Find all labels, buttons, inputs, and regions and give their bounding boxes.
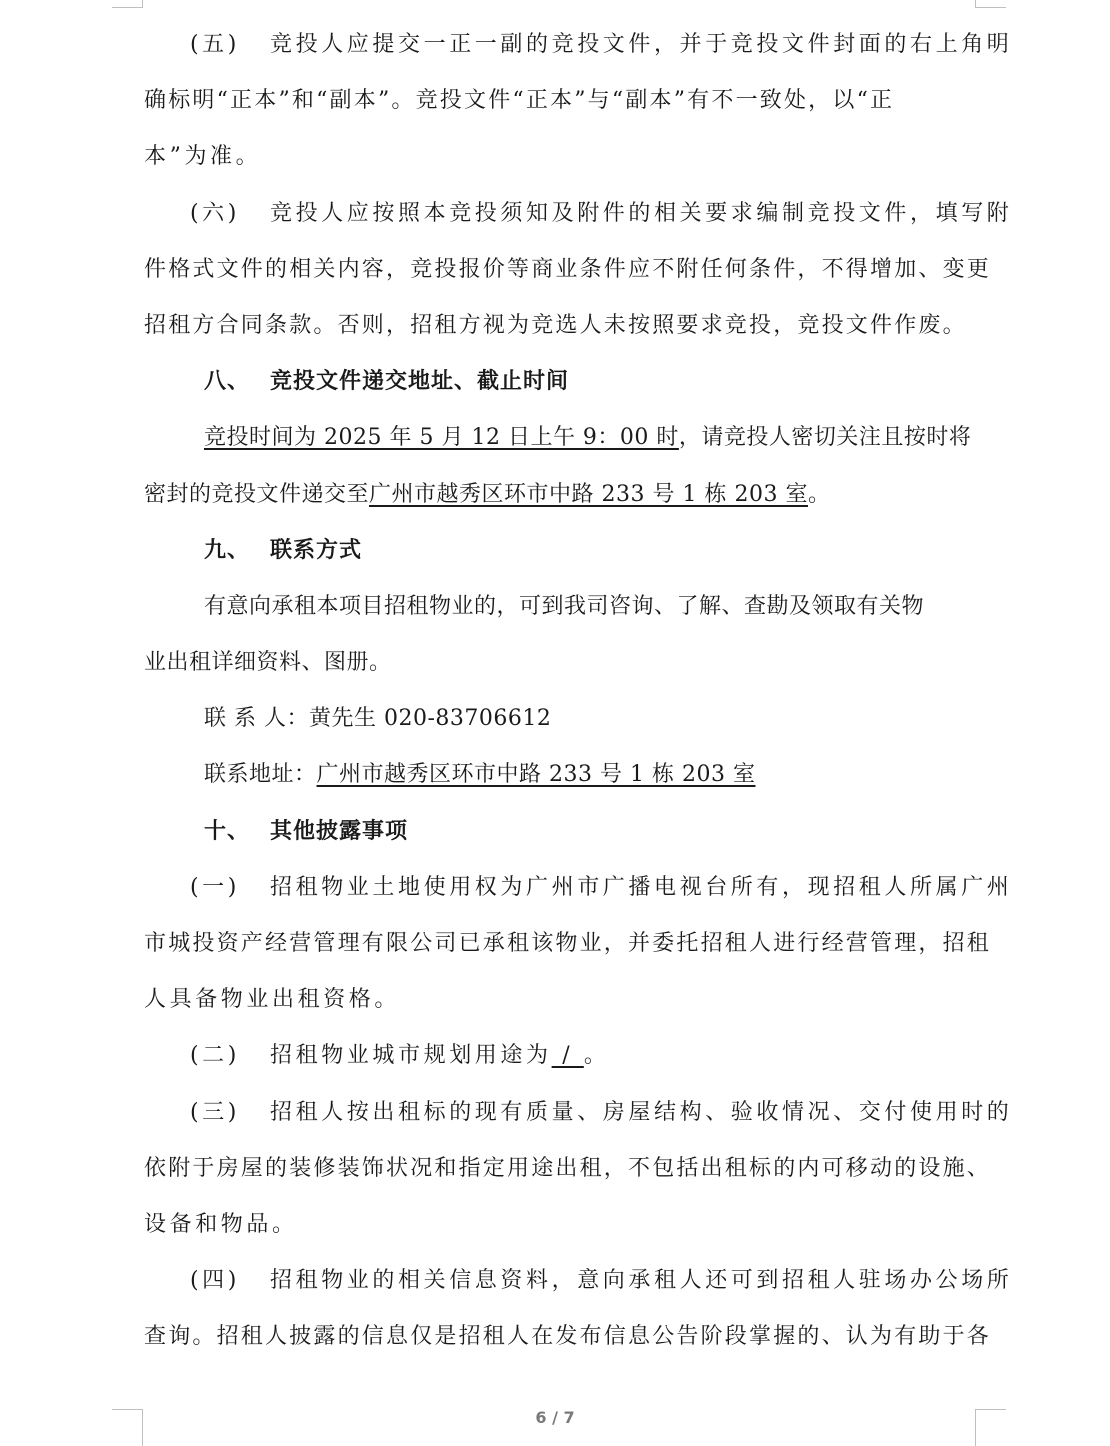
item-label: (三) [190, 1099, 240, 1125]
section-8-line2 [144, 467, 984, 523]
paragraph-text: 招租物业城市规划用途为 [270, 1043, 552, 1069]
paragraph-text: 招租物业土地使用权为广州市广播电视台所有，现招租人所属广州 [270, 874, 1013, 900]
section-title: 竞投文件递交地址、截止时间 [270, 369, 570, 395]
section-number: 十、 [204, 818, 251, 844]
contact-value: 黄先生 020-83706612 [309, 706, 552, 732]
section-9-line1: 有意向承租本项目招租物业的，可到我司咨询、了解、查勘及领取有关物 [204, 593, 925, 619]
contact-label: 联 系 人： [204, 706, 309, 732]
document-body [144, 17, 1013, 1366]
paragraph-10-1-line3: 人具备物业出租资格。 [144, 987, 401, 1013]
paragraph-10-4-line2: 查询。招租人披露的信息仅是招租人在发布信息公告阶段掌握的、认为有助于各 [144, 1324, 992, 1350]
paragraph-10-3-line1 [144, 1085, 1013, 1141]
submission-address: 广州市越秀区环市中路 233 号 1 栋 203 室 [369, 481, 808, 507]
paragraph-10-4-line1 [144, 1253, 1013, 1309]
paragraph-text: 竞投人应按照本竞投须知及附件的相关要求编制竞投文件，填写附 [270, 200, 1013, 226]
item-label: (六) [190, 200, 240, 226]
paragraph-text: 密封的竞投文件递交至 [144, 481, 370, 507]
paragraph-text: ，请竞投人密切关注且按时将 [678, 425, 972, 451]
item-label: (一) [190, 874, 240, 900]
paragraph-item-6-line2: 件格式文件的相关内容，竞投报价等商业条件应不附任何条件，不得增加、变更 [144, 256, 992, 282]
planning-use-blank: / [551, 1043, 584, 1069]
address-label: 联系地址： [204, 762, 317, 788]
section-title: 联系方式 [270, 537, 363, 563]
crop-mark-top-left [112, 0, 143, 8]
section-number: 九、 [204, 537, 251, 563]
section-number: 八、 [204, 369, 251, 395]
section-heading-8 [144, 354, 984, 410]
paragraph-10-1-line2: 市城投资产经营管理有限公司已承租该物业，并委托招租人进行经营管理，招租 [144, 931, 992, 956]
item-label: (五) [190, 32, 240, 57]
paragraph-text: 。 [807, 481, 831, 507]
crop-mark-top-right [975, 0, 1006, 8]
paragraph-text: 招租物业的相关信息资料，意向承租人还可到招租人驻场办公场所 [270, 1268, 1013, 1294]
item-label: (二) [190, 1043, 240, 1069]
paragraph-text: 招租人按出租标的现有质量、房屋结构、验收情况、交付使用时的 [270, 1099, 1013, 1125]
paragraph-item-5-line1 [144, 17, 1013, 73]
paragraph-item-5-line2: 确标明“正本”和“副本”。竞投文件“正本”与“副本”有不一致处，以“正 [144, 88, 895, 114]
paragraph-item-6-line3: 招租方合同条款。否则，招租方视为竞选人未按照要求竞投，竞投文件作废。 [144, 312, 967, 338]
paragraph-text: 。 [583, 1043, 610, 1069]
paragraph-10-1-line1 [144, 860, 1013, 916]
contact-address-line [144, 747, 984, 803]
paragraph-item-5-line3: 本”为准。 [144, 144, 262, 170]
section-9-line2: 业出租详细资料、图册。 [144, 650, 392, 676]
page-indicator: 6 / 7 [535, 1408, 575, 1427]
contact-person-line [144, 691, 984, 747]
item-label: (四) [190, 1268, 240, 1294]
section-heading-10 [144, 804, 984, 860]
deadline-text: 竞投时间为 2025 年 5 月 12 日上午 9：00 时 [204, 425, 679, 451]
paragraph-10-3-line3: 设备和物品。 [144, 1211, 298, 1237]
paragraph-text: 竞投人应提交一正一副的竞投文件，并于竞投文件封面的右上角明 [270, 32, 1013, 57]
section-heading-9 [144, 523, 984, 579]
paragraph-10-2-line1 [144, 1028, 984, 1084]
address-value: 广州市越秀区环市中路 233 号 1 栋 203 室 [316, 762, 756, 788]
section-8-line1 [144, 410, 984, 466]
paragraph-10-3-line2: 依附于房屋的装修装饰状况和指定用途出租，不包括出租标的内可移动的设施、 [144, 1155, 992, 1181]
paragraph-item-6-line1 [144, 186, 1013, 242]
section-title: 其他披露事项 [270, 818, 409, 844]
